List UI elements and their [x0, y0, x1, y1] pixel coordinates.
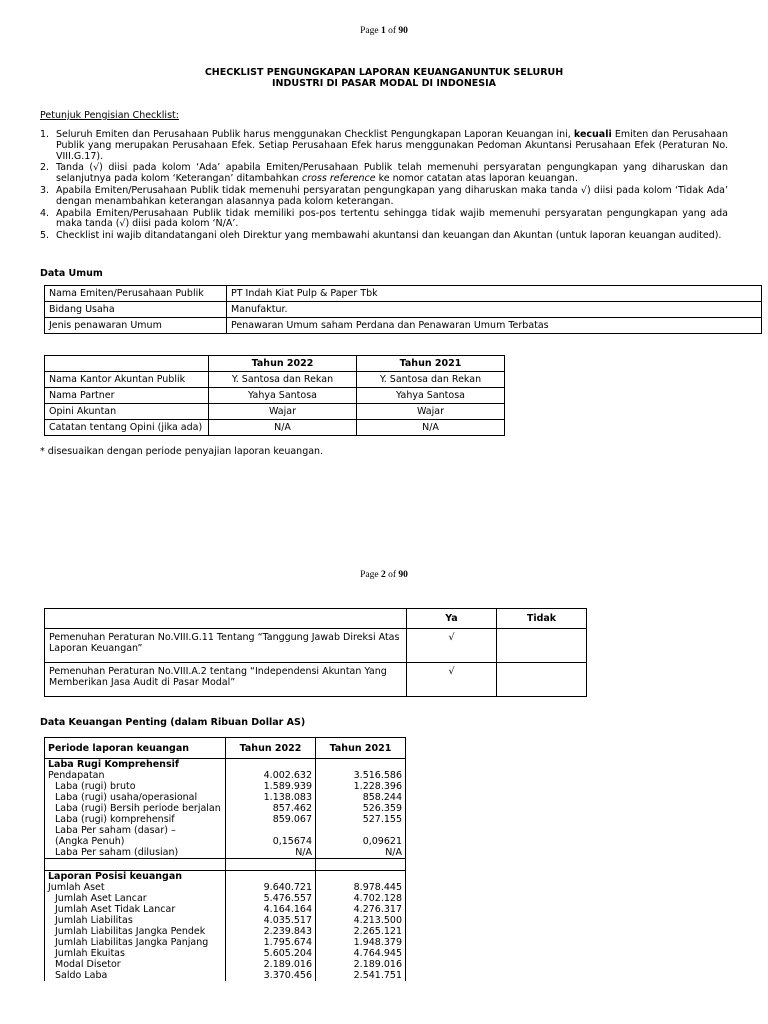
table-row	[45, 915, 406, 926]
row-label: Laba (rugi) komprehensif	[45, 814, 226, 825]
table-cell: N/A	[357, 420, 505, 436]
column-header: Periode laporan keuangan	[45, 738, 226, 759]
table-row	[45, 663, 587, 697]
table-row	[45, 629, 587, 663]
value-2021: 2.265.121	[316, 926, 406, 937]
instructions-heading: Petunjuk Pengisian Checklist:	[40, 110, 179, 121]
footnote: * disesuaikan dengan periode penyajian laporan keuangan.	[40, 446, 324, 457]
field-label: Jenis penawaran Umum	[45, 318, 227, 334]
table-row	[45, 318, 762, 334]
field-label: Nama Emiten/Perusahaan Publik	[45, 286, 227, 302]
row-label: Laba Per saham (dasar) –	[45, 825, 226, 836]
row-label: Jumlah Liabilitas	[45, 915, 226, 926]
table-row	[45, 420, 505, 436]
instruction-number: 4.	[40, 207, 50, 219]
instruction-item	[40, 186, 728, 208]
value-2021: 858.244	[316, 792, 406, 803]
value-2022: 3.370.456	[226, 970, 316, 981]
value-2022: 4.002.632	[226, 770, 316, 781]
table-cell: N/A	[209, 420, 357, 436]
row-label: Jumlah Aset	[45, 882, 226, 893]
column-header	[45, 356, 209, 372]
table-row	[45, 781, 406, 792]
instruction-item	[40, 231, 728, 242]
value-2021: 1.948.379	[316, 937, 406, 948]
table-cell: Wajar	[357, 404, 505, 420]
data-umum-table	[44, 285, 762, 334]
data-umum-heading: Data Umum	[40, 268, 103, 279]
page-number-1: Page 1 of 90	[360, 26, 408, 36]
value-2022: 2.189.016	[226, 959, 316, 970]
value-2022: 1.589.939	[226, 781, 316, 792]
instruction-number: 5.	[40, 230, 50, 242]
check-cell: √	[407, 629, 497, 663]
instruction-text: Seluruh Emiten dan Perusahaan Publik harus menggunakan Checklist Pengungkapan Laporan Keuangan ini,	[56, 129, 574, 140]
value-2022	[226, 759, 316, 771]
row-label: Pendapatan	[45, 770, 226, 781]
value-2022: N/A	[226, 847, 316, 859]
row-label: Saldo Laba	[45, 970, 226, 981]
value-2021: 2.541.751	[316, 970, 406, 981]
table-row	[45, 893, 406, 904]
title-line-2: INDUSTRI DI PASAR MODAL DI INDONESIA	[271, 78, 497, 89]
table-cell: Opini Akuntan	[45, 404, 209, 420]
row-label: Laba Per saham (dilusian)	[45, 847, 226, 859]
value-2022: 1.138.083	[226, 792, 316, 803]
table-row	[45, 759, 406, 771]
instruction-emphasis: cross reference	[301, 173, 376, 185]
table-cell: Yahya Santosa	[357, 388, 505, 404]
table-row	[45, 792, 406, 803]
table-row	[45, 803, 406, 814]
value-2022: 1.795.674	[226, 937, 316, 948]
row-label: Laba (rugi) usaha/operasional	[45, 792, 226, 803]
row-label: Jumlah Ekuitas	[45, 948, 226, 959]
row-label: Jumlah Aset Lancar	[45, 893, 226, 904]
table-row	[45, 286, 762, 302]
instruction-text-end: ke nomor catatan atas laporan keuangan.	[375, 173, 578, 185]
table-cell: Nama Partner	[45, 388, 209, 404]
financial-data-heading: Data Keuangan Penting (dalam Ribuan Dollar AS)	[40, 717, 306, 728]
table-row	[45, 825, 406, 836]
value-2021: 1.228.396	[316, 781, 406, 792]
instruction-item	[40, 163, 728, 185]
column-header: Tahun 2022	[209, 356, 357, 372]
row-label: Jumlah Liabilitas Jangka Panjang	[45, 937, 226, 948]
check-cell: √	[407, 663, 497, 697]
column-header: Tidak	[497, 609, 587, 629]
regulation-text: Pemenuhan Peraturan No.VIII.G.11 Tentang “Tanggung Jawab Direksi Atas Laporan Keuangan”	[45, 629, 407, 663]
value-2021: 2.189.016	[316, 959, 406, 970]
value-2021	[316, 871, 406, 883]
table-cell: Wajar	[209, 404, 357, 420]
value-2021: 4.702.128	[316, 893, 406, 904]
table-row	[45, 814, 406, 825]
table-cell: Catatan tentang Opini (jika ada)	[45, 420, 209, 436]
value-2022: 2.239.843	[226, 926, 316, 937]
row-label: Laba (rugi) Bersih periode berjalan	[45, 803, 226, 814]
value-2022: 5.476.557	[226, 893, 316, 904]
instruction-number: 1.	[40, 129, 50, 140]
value-2021	[316, 825, 406, 836]
value-2022	[226, 859, 316, 871]
value-2022	[226, 871, 316, 883]
instruction-text: Apabila Emiten/Perusahaan Publik tidak memiliki pos-pos tertentu sehingga tidak wajib memenuhi persyaratan pengungkapan yang ada maka tanda (√) diisi pada kolom ‘N/A’.	[56, 207, 728, 230]
field-value: PT Indah Kiat Pulp & Paper Tbk	[227, 286, 762, 302]
instruction-number: 2.	[40, 162, 50, 174]
value-2022: 859.067	[226, 814, 316, 825]
table-cell: Y. Santosa dan Rekan	[357, 372, 505, 388]
table-row	[45, 770, 406, 781]
value-2022: 4.035.517	[226, 915, 316, 926]
value-2021: 4.764.945	[316, 948, 406, 959]
regulation-text: Pemenuhan Peraturan No.VIII.A.2 tentang “Independensi Akuntan Yang Memberikan Jasa Audit di Pasar Modal”	[45, 663, 407, 697]
value-2022: 5.605.204	[226, 948, 316, 959]
column-header: Tahun 2021	[357, 356, 505, 372]
instruction-item	[40, 130, 728, 162]
table-row	[45, 904, 406, 915]
value-2021: 526.359	[316, 803, 406, 814]
row-label: (Angka Penuh)	[45, 836, 226, 847]
table-row	[45, 859, 406, 871]
row-label: Modal Disetor	[45, 959, 226, 970]
document-title	[0, 67, 768, 89]
value-2021: 8.978.445	[316, 882, 406, 893]
row-label: Laporan Posisi keuangan	[45, 871, 226, 883]
auditor-table	[44, 355, 505, 436]
value-2021: 0,09621	[316, 836, 406, 847]
table-cell: Nama Kantor Akuntan Publik	[45, 372, 209, 388]
instructions-list	[40, 130, 728, 243]
value-2022: 9.640.721	[226, 882, 316, 893]
row-label: Jumlah Liabilitas Jangka Pendek	[45, 926, 226, 937]
instruction-text: Tanda (√) diisi pada kolom ‘Ada’ apabila Emiten/Perusahaan Publik telah memenuhi persyaratan pengungkapan yang diharuskan dan selanjutnya pada kolom ‘Keterangan’ ditambahkan	[56, 162, 728, 185]
instruction-number: 3.	[40, 184, 50, 196]
value-2022: 4.164.164	[226, 904, 316, 915]
value-2022	[226, 825, 316, 836]
field-label: Bidang Usaha	[45, 302, 227, 318]
field-value: Manufaktur.	[227, 302, 762, 318]
table-row	[45, 882, 406, 893]
check-cell	[497, 629, 587, 663]
table-row	[45, 404, 505, 420]
value-2021: 3.516.586	[316, 770, 406, 781]
instruction-text: Checklist ini wajib ditandatangani oleh Direktur yang membawahi akuntansi dan keuangan dan Akuntan (untuk laporan keuangan audited).	[56, 230, 722, 242]
row-label: Jumlah Aset Tidak Lancar	[45, 904, 226, 915]
row-label: Laba Rugi Komprehensif	[45, 759, 226, 771]
column-header	[45, 609, 407, 629]
instruction-text-end: Emiten dan Perusahaan Publik yang merupakan Perusahaan Efek. Setiap Perusahaan Efek harus menggunakan Pedoman Akuntansi Perusahaan Efek (Peraturan No. VIII.G.17).	[56, 129, 728, 162]
table-row	[45, 847, 406, 859]
row-label: Laba (rugi) bruto	[45, 781, 226, 792]
value-2021	[316, 759, 406, 771]
financial-data-table	[44, 737, 406, 981]
instruction-emphasis: kecuali	[573, 129, 612, 140]
table-row	[45, 871, 406, 883]
table-row	[45, 372, 505, 388]
regulation-table	[44, 608, 587, 697]
column-header: Tahun 2021	[316, 738, 406, 759]
value-2021: 527.155	[316, 814, 406, 825]
page-number-2: Page 2 of 90	[360, 570, 408, 580]
instruction-item	[40, 209, 728, 231]
field-value: Penawaran Umum saham Perdana dan Penawaran Umum Terbatas	[227, 318, 762, 334]
table-row	[45, 388, 505, 404]
instruction-text: Apabila Emiten/Perusahaan Publik tidak memenuhi persyaratan pengungkapan yang diharuskan maka tanda √) diisi pada kolom ‘Tidak Ada’ dengan menambahkan keterangan alasannya pada kolom keterangan.	[56, 184, 728, 207]
table-row	[45, 937, 406, 948]
value-2021: 4.276.317	[316, 904, 406, 915]
table-row	[45, 970, 406, 981]
row-label	[45, 859, 226, 871]
table-row	[45, 948, 406, 959]
table-row	[45, 836, 406, 847]
table-row	[45, 926, 406, 937]
column-header: Ya	[407, 609, 497, 629]
table-row	[45, 959, 406, 970]
value-2021	[316, 859, 406, 871]
column-header: Tahun 2022	[226, 738, 316, 759]
value-2021: N/A	[316, 847, 406, 859]
title-line-1: CHECKLIST PENGUNGKAPAN LAPORAN KEUANGANUNTUK SELURUH	[204, 67, 564, 78]
value-2021: 4.213.500	[316, 915, 406, 926]
value-2022: 0,15674	[226, 836, 316, 847]
table-cell: Yahya Santosa	[209, 388, 357, 404]
table-row	[45, 302, 762, 318]
value-2022: 857.462	[226, 803, 316, 814]
check-cell	[497, 663, 587, 697]
table-cell: Y. Santosa dan Rekan	[209, 372, 357, 388]
